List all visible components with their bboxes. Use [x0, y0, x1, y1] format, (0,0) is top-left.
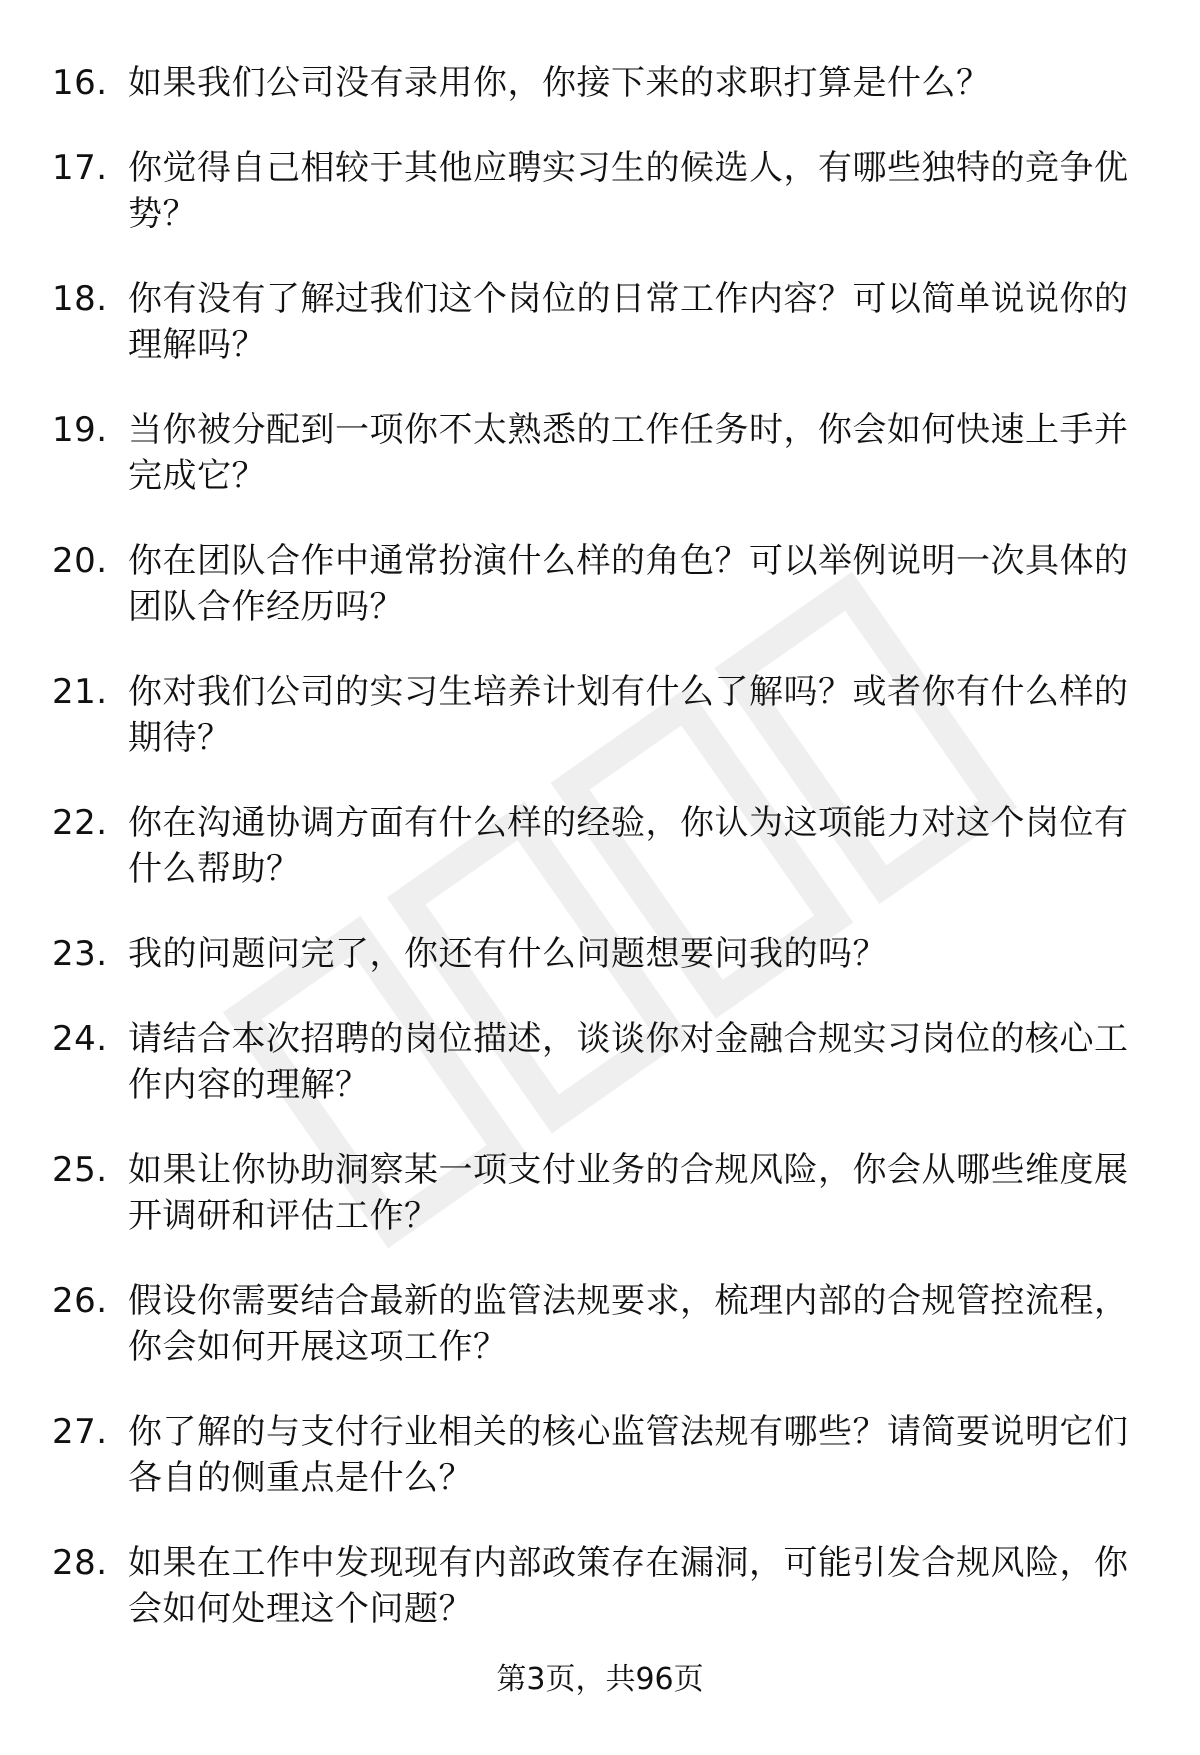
- question-text: 如果我们公司没有录用你，你接下来的求职打算是什么？: [128, 63, 991, 103]
- question-text: 你对我们公司的实习生培养计划有什么了解吗？或者你有什么样的期待？: [128, 672, 1129, 758]
- question-text: 假设你需要结合最新的监管法规要求，梳理内部的合规管控流程，你会如何开展这项工作？: [128, 1281, 1129, 1367]
- question-number: 22.: [52, 803, 108, 843]
- question-text: 你在团队合作中通常扮演什么样的角色？可以举例说明一次具体的团队合作经历吗？: [128, 541, 1129, 627]
- question-text: 我的问题问完了，你还有什么问题想要问我的吗？: [128, 934, 887, 974]
- question-number: 21.: [52, 672, 108, 712]
- question-text: 你在沟通协调方面有什么样的经验，你认为这项能力对这个岗位有什么帮助？: [128, 803, 1129, 889]
- list-item: [52, 276, 1152, 368]
- list-item: [52, 538, 1152, 630]
- question-number: 25.: [52, 1150, 108, 1190]
- question-number: 19.: [52, 410, 108, 450]
- question-number: 17.: [52, 148, 108, 188]
- question-text: 请结合本次招聘的岗位描述，谈谈你对金融合规实习岗位的核心工作内容的理解？: [128, 1019, 1129, 1105]
- question-number: 18.: [52, 279, 108, 319]
- list-item: [52, 1147, 1152, 1239]
- list-item: [52, 669, 1152, 761]
- question-text: 你觉得自己相较于其他应聘实习生的候选人，有哪些独特的竞争优势？: [128, 148, 1129, 234]
- list-item: [52, 931, 1152, 977]
- list-item: [52, 1409, 1152, 1501]
- question-text: 如果让你协助洞察某一项支付业务的合规风险，你会从哪些维度展开调研和评估工作？: [128, 1150, 1129, 1236]
- list-item: [52, 145, 1152, 237]
- question-number: 28.: [52, 1543, 108, 1583]
- question-number: 23.: [52, 934, 108, 974]
- question-text: 你有没有了解过我们这个岗位的日常工作内容？可以简单说说你的理解吗？: [128, 279, 1129, 365]
- question-number: 24.: [52, 1019, 108, 1059]
- question-text: 如果在工作中发现现有内部政策存在漏洞，可能引发合规风险，你会如何处理这个问题？: [128, 1543, 1129, 1629]
- list-item: [52, 800, 1152, 892]
- question-number: 27.: [52, 1412, 108, 1452]
- page-number-label: 第3页，共96页: [496, 1662, 704, 1697]
- list-item: [52, 1278, 1152, 1370]
- question-number: 20.: [52, 541, 108, 581]
- question-number: 16.: [52, 63, 108, 103]
- page-footer: [0, 1660, 1200, 1700]
- question-text: 当你被分配到一项你不太熟悉的工作任务时，你会如何快速上手并完成它？: [128, 410, 1129, 496]
- question-number: 26.: [52, 1281, 108, 1321]
- list-item: [52, 60, 1152, 106]
- question-list: [52, 60, 1152, 1671]
- question-text: 你了解的与支付行业相关的核心监管法规有哪些？请简要说明它们各自的侧重点是什么？: [128, 1412, 1129, 1498]
- list-item: [52, 1016, 1152, 1108]
- list-item: [52, 407, 1152, 499]
- list-item: [52, 1540, 1152, 1632]
